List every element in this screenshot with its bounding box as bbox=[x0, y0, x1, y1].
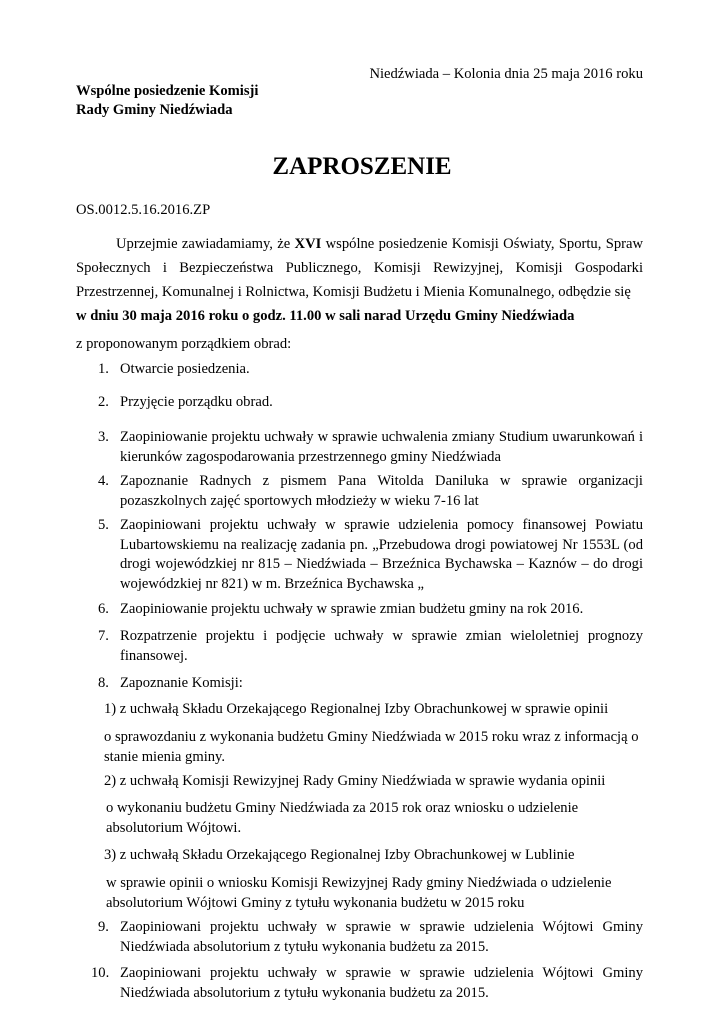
agenda-item-number: 10. bbox=[91, 965, 110, 981]
agenda-item bbox=[98, 674, 643, 694]
agenda-item-number: 7. bbox=[98, 628, 109, 644]
agenda-item-number: 4. bbox=[98, 473, 109, 489]
agenda-item bbox=[91, 964, 643, 1003]
agenda-item bbox=[98, 600, 643, 620]
agenda-item-number: 5. bbox=[98, 517, 109, 533]
agenda-item bbox=[98, 360, 643, 380]
agenda-item-text: Przyjęcie porządku obrad. bbox=[120, 394, 273, 410]
agenda-item bbox=[98, 516, 643, 594]
agenda-item-number: 9. bbox=[98, 919, 109, 935]
document-date: Niedźwiada – Kolonia dnia 25 maja 2016 roku bbox=[369, 66, 643, 82]
agenda-item-text: Zapoznanie Komisji: bbox=[120, 675, 243, 691]
intro-text-1: Uprzejmie zawiadamiamy, że bbox=[116, 236, 295, 252]
agenda-item bbox=[98, 472, 643, 511]
agenda-item-number: 8. bbox=[98, 675, 109, 691]
agenda-item-number: 6. bbox=[98, 601, 109, 617]
agenda-item-text: Zaopiniowanie projektu uchwały w sprawie zmian budżetu gminy na rok 2016. bbox=[120, 601, 584, 617]
sub-item-1-line2: o sprawozdaniu z wykonania budżetu Gminy Niedźwiada w 2015 roku wraz z informacją o stanie mienia gminy. bbox=[104, 729, 639, 765]
agenda-lead: z proponowanym porządkiem obrad: bbox=[76, 336, 292, 352]
document-title: ZAPROSZENIE bbox=[272, 153, 452, 180]
agenda-item bbox=[98, 918, 643, 957]
sub-item-3-line1: 3) z uchwałą Składu Orzekającego Regionalnej Izby Obrachunkowej w Lublinie bbox=[104, 847, 575, 863]
session-number: XVI bbox=[294, 236, 322, 252]
intro-paragraph bbox=[76, 232, 643, 328]
agenda-item-text: Zaopiniowanie projektu uchwały w sprawie uchwalenia zmiany Studium uwarunkowań i kierunków zagospodarowania przestrzennego gminy Niedźwiada bbox=[120, 429, 643, 465]
agenda-item-text: Zaopiniowani projektu uchwały w sprawie w sprawie udzielenia Wójtowi Gminy Niedźwiada absolutorium z tytułu wykonania budżetu za 2015. bbox=[120, 919, 643, 955]
sub-item-2-line1: 2) z uchwałą Komisji Rewizyjnej Rady Gminy Niedźwiada w sprawie wydania opinii bbox=[104, 773, 606, 789]
agenda-item-number: 1. bbox=[98, 361, 109, 377]
organizer-line-2: Rady Gminy Niedźwiada bbox=[76, 102, 233, 118]
agenda-item-text: Otwarcie posiedzenia. bbox=[120, 361, 250, 377]
organizer-block bbox=[76, 82, 258, 120]
agenda-item-text: Zaopiniowani projektu uchwały w sprawie udzielenia pomocy finansowej Powiatu Lubartowskiemu na realizację zadania pn. „Przebudowa drogi powiatowej Nr 1553L (od drogi wojewódzkiej nr 815 – Niedźwiada – Brzeźnica Bychawska – Kaznów – do drogi wojewódzkiej nr 821) w m. Brzeźnica Bychawska „ bbox=[120, 517, 643, 592]
reference-number: OS.0012.5.16.2016.ZP bbox=[76, 202, 211, 218]
sub-item-2-line2: o wykonaniu budżetu Gminy Niedźwiada za 2015 rok oraz wniosku o udzielenie absolutorium Wójtowi. bbox=[106, 800, 579, 836]
intro-text-2: wspólne posiedzenie Komisji Oświaty, Sportu, Spraw Społecznych i Bezpieczeństwa Publicznego, Komisji Rewizyjnej, Komisji Gospodarki Przestrzennej, Komunalnej i Rolnictwa, Komisji Budżetu i Mienia Komunalnego, odbędzie się bbox=[76, 236, 643, 300]
meeting-time-place: w dniu 30 maja 2016 roku o godz. 11.00 w sali narad Urzędu Gminy Niedźwiada bbox=[76, 308, 575, 324]
agenda-item-text: Zaopiniowani projektu uchwały w sprawie w sprawie udzielenia Wójtowi Gminy Niedźwiada absolutorium z tytułu wykonania budżetu za 2015. bbox=[120, 965, 643, 1001]
agenda-item bbox=[98, 428, 643, 467]
organizer-line-1: Wspólne posiedzenie Komisji bbox=[76, 83, 259, 99]
sub-item-3-line2: w sprawie opinii o wniosku Komisji Rewizyjnej Rady gminy Niedźwiada o udzielenie absolutorium Wójtowi Gminy z tytułu wykonania budżetu w 2015 roku bbox=[106, 875, 612, 911]
agenda-item-text: Zapoznanie Radnych z pismem Pana Witolda Daniluka w sprawie organizacji pozaszkolnych zajęć sportowych młodzieży w wieku 7-16 lat bbox=[120, 473, 643, 509]
agenda-item-number: 2. bbox=[98, 394, 109, 410]
agenda-item bbox=[98, 393, 643, 413]
agenda-item-text: Rozpatrzenie projektu i podjęcie uchwały w sprawie zmian wieloletniej prognozy finansowej. bbox=[120, 628, 643, 664]
sub-item-1-line1: 1) z uchwałą Składu Orzekającego Regionalnej Izby Obrachunkowej w sprawie opinii bbox=[104, 701, 609, 717]
agenda-item bbox=[98, 627, 643, 666]
agenda-item-number: 3. bbox=[98, 429, 109, 445]
